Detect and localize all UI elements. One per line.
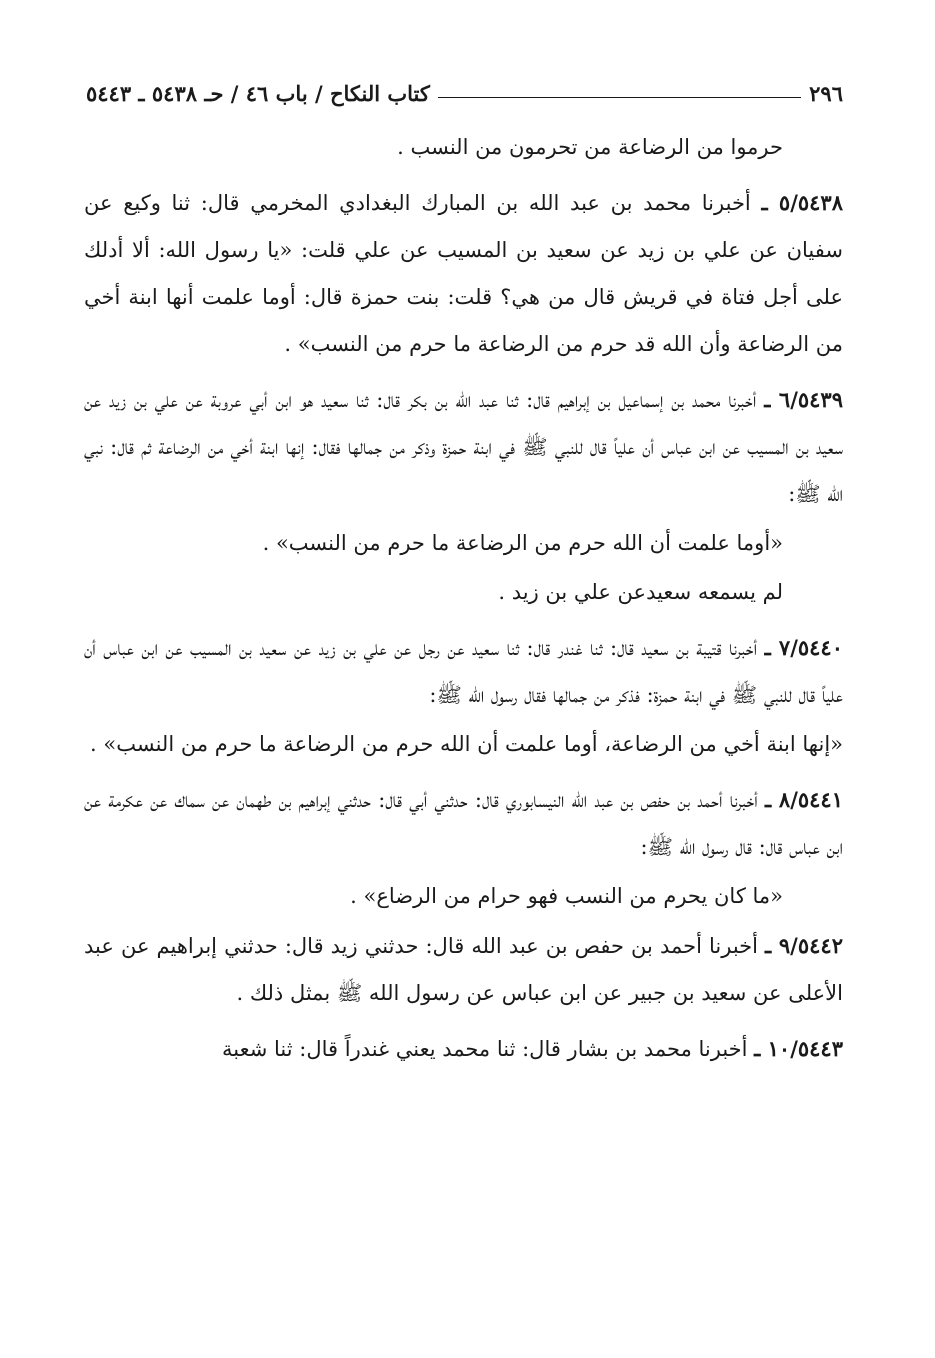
- hadith-text: أخبرنا قتيبة بن سعيد قال: ثنا غندر قال: ثنا سعيد عن رجل عن علي بن زيد عن سعيد بن المسيب عن ابن عباس أن علياً قال للنبي ﷺ في ابنة حمزة: فذكر من جمالها فقال رسول الله ﷺ:: [84, 636, 843, 707]
- hadith-paragraph: [84, 1025, 843, 1073]
- header-rule: [438, 97, 801, 98]
- paragraph-text: حرموا من الرضاعة من تحرمون من النسب .: [397, 135, 783, 159]
- hadith-text: أخبرنا محمد بن عبد الله بن المبارك البغدادي المخرمي قال: ثنا وكيع عن سفيان عن علي بن زيد عن سعيد بن المسيب عن علي قلت: «يا رسول الله: ألا أدلك على أجل فتاة في قريش قال من هي؟ قلت: بنت حمزة قال: أوما علمت أنها ابنة أخي من الرضاعة وأن الله قد حرم من الرضاعة ما حرم من النسب» .: [84, 191, 843, 356]
- hadith-text: أخبرنا أحمد بن حفص بن عبد الله قال: حدثني زيد قال: حدثني إبراهيم عن عبد الأعلى عن سعيد بن جبير عن ابن عباس عن رسول الله ﷺ بمثل ذلك .: [84, 934, 843, 1005]
- hadith-number: ٩/٥٤٤٢ ـ: [765, 933, 843, 958]
- hadith-text: أخبرنا محمد بن إسماعيل بن إبراهيم قال: ثنا عبد الله بن بكر قال: ثنا سعيد هو ابن أبي عروبة عن علي بن زيد عن سعيد بن المسيب عن ابن عباس أن علياً قال للنبي ﷺ في ابنة حمزة وذكر من جمالها فقال: إنها ابنة أخي من الرضاعة ثم قال: نبي الله ﷺ:: [84, 388, 843, 506]
- hadith-paragraph: [84, 922, 843, 1017]
- hadith-number: ٥/٥٤٣٨ ـ: [761, 190, 843, 215]
- page-body: [84, 124, 843, 1073]
- page-header: [86, 72, 843, 106]
- quote-text: «أوما علمت أن الله حرم من الرضاعة ما حرم من النسب» .: [262, 531, 783, 555]
- note-paragraph: [84, 569, 843, 616]
- hadith-number: ٧/٥٤٤٠ ـ: [764, 635, 843, 660]
- quote-text: «إنها ابنة أخي من الرضاعة، أوما علمت أن الله حرم من الرضاعة ما حرم من النسب» .: [90, 732, 843, 756]
- quote-paragraph: [84, 520, 843, 567]
- paragraph: [84, 124, 843, 171]
- hadith-paragraph: [84, 376, 843, 518]
- note-text: لم يسمعه سعيدعن علي بن زيد .: [498, 580, 783, 604]
- hadith-text: أخبرنا أحمد بن حفص بن عبد الله النيسابوري قال: حدثني أبي قال: حدثني إبراهيم بن طهمان عن سماك عن عكرمة عن ابن عباس قال: قال رسول الله ﷺ:: [84, 788, 843, 859]
- hadith-number: ١٠/٥٤٤٣ ـ: [754, 1036, 843, 1061]
- quote-paragraph: [84, 873, 843, 920]
- hadith-number: ٦/٥٤٣٩ ـ: [764, 387, 843, 412]
- quote-paragraph: [84, 721, 843, 768]
- running-title: كتاب النكاح / باب ٤٦ / حـ ٥٤٣٨ ـ ٥٤٤٣: [86, 81, 430, 106]
- hadith-paragraph: [84, 624, 843, 719]
- hadith-paragraph: [84, 776, 843, 871]
- hadith-number: ٨/٥٤٤١ ـ: [764, 787, 843, 812]
- page-number: ٢٩٦: [809, 81, 843, 106]
- quote-text: «ما كان يحرم من النسب فهو حرام من الرضاع» .: [350, 884, 783, 908]
- hadith-text: أخبرنا محمد بن بشار قال: ثنا محمد يعني غندراً قال: ثنا شعبة: [222, 1037, 748, 1061]
- hadith-paragraph: [84, 179, 843, 368]
